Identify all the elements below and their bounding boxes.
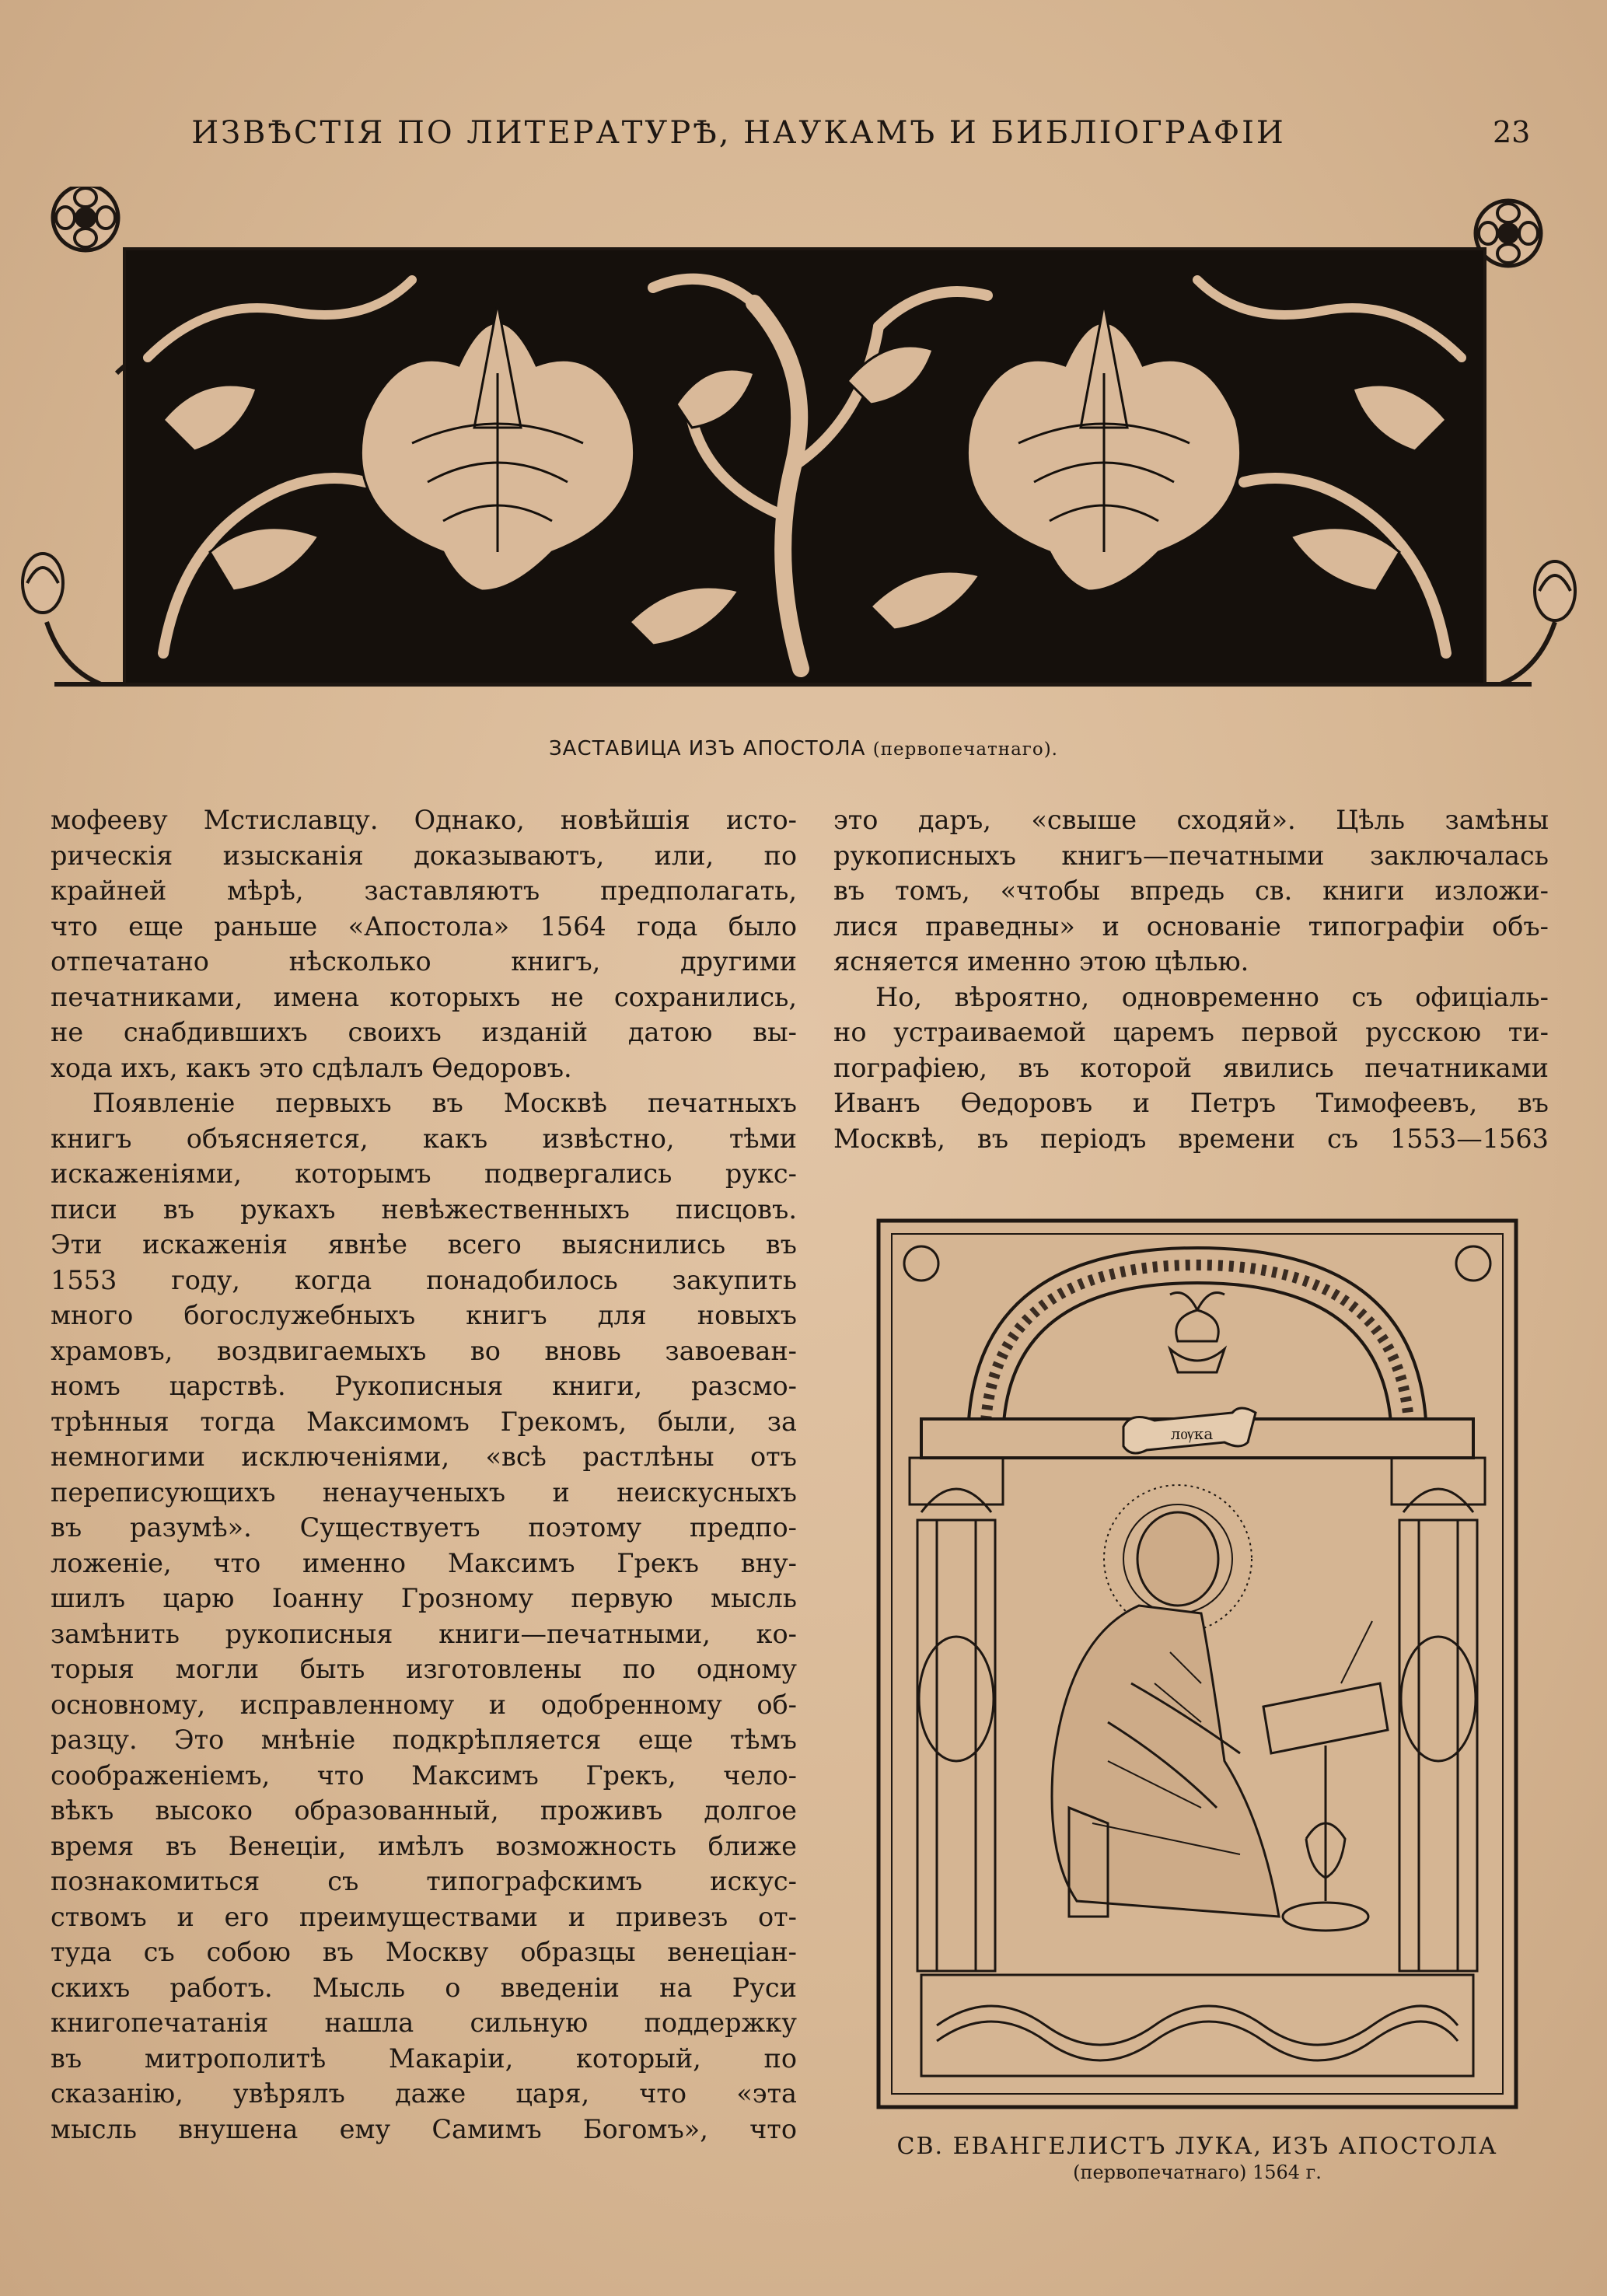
headpiece-caption-text: ЗАСТАВИЦА ИЗЪ АПОСТОЛА xyxy=(549,737,866,760)
text-line: вѣкъ высоко образованный, проживъ долгое xyxy=(51,1795,797,1826)
text-line: храмовъ, воздвигаемыхъ во вновь завоеван- xyxy=(51,1335,797,1366)
text-line: шилъ царю Іоанну Грозному первую мысль xyxy=(51,1583,797,1613)
header-title: ИЗВѢСТІЯ ПО ЛИТЕРАТУРѢ, НАУКАМЪ И БИБЛІОГРАФІИ xyxy=(191,115,1286,151)
text-line: время въ Венеціи, имѣлъ возможность ближе xyxy=(51,1830,797,1861)
text-line: ясняется именно этою цѣлью. xyxy=(833,946,1249,977)
portrait-caption-line1: СВ. ЕВАНГЕЛИСТЪ ЛУКА, ИЗЪ АПОСТОЛА xyxy=(896,2133,1498,2160)
text-line: искаженіями, которымъ подвергались рукс- xyxy=(51,1158,797,1189)
text-line: 1553 году, когда понадобилось закупить xyxy=(51,1264,797,1295)
text-line: основному, исправленному и одобренному об- xyxy=(51,1689,797,1720)
text-line: это даръ, «свыше сходяй». Цѣль замѣны xyxy=(833,805,1549,835)
text-line: рическія изысканія доказываютъ, или, по xyxy=(51,840,797,871)
text-line: Иванъ Ѳедоровъ и Петръ Тимофеевъ, въ xyxy=(833,1088,1549,1118)
text-line: въ томъ, «чтобы впредь св. книги изложи- xyxy=(833,875,1549,906)
text-line: книгъ объясняется, какъ извѣстно, тѣми xyxy=(51,1123,797,1154)
text-line: скихъ работъ. Мысль о введеніи на Руси xyxy=(51,1972,797,2003)
headpiece-caption-note: (первопечатнаго). xyxy=(872,739,1058,760)
text-line: Москвѣ, въ періодъ времени съ 1553—1563 xyxy=(833,1123,1549,1154)
text-line: мофееву Мстиславцу. Однако, новѣйшія исто- xyxy=(51,805,797,835)
headpiece-caption xyxy=(0,737,1607,760)
text-line: печатниками, имена которыхъ не сохранились, xyxy=(51,981,797,1012)
text-line: крайней мѣрѣ, заставляютъ предполагать, xyxy=(51,875,797,906)
running-head xyxy=(0,109,1607,171)
text-line: замѣнить рукописныя книги—печатными, ко- xyxy=(51,1618,797,1649)
right-column xyxy=(833,802,1549,1156)
text-line: лися праведны» и основаніе типографіи объ- xyxy=(833,910,1549,942)
text-line: не снабдившихъ своихъ изданій датою вы- xyxy=(51,1017,797,1047)
text-line: много богослужебныхъ книгъ для новыхъ xyxy=(51,1300,797,1330)
text-line: въ митрополитѣ Макаріи, который, по xyxy=(51,2043,797,2074)
text-line: Появленіе первыхъ въ Москвѣ печатныхъ xyxy=(93,1088,797,1118)
text-line: Но, вѣроятно, одновременно съ офиціаль- xyxy=(875,981,1549,1012)
text-line: познакомиться съ типографскимъ искус- xyxy=(51,1866,797,1896)
text-line: туда съ собою въ Москву образцы венеціан- xyxy=(51,1937,797,1967)
headpiece-ornament xyxy=(8,187,1594,700)
text-line: хода ихъ, какъ это сдѣлалъ Ѳедоровъ. xyxy=(51,1052,572,1083)
woodcut-illustration xyxy=(875,1217,1520,2111)
text-line: но устраиваемой царемъ первой русскою ти- xyxy=(833,1017,1549,1047)
portrait-caption xyxy=(832,2133,1563,2183)
text-line: Эти искаженія явнѣе всего выяснились въ xyxy=(51,1229,797,1260)
banner-text: лѹка xyxy=(1170,1424,1214,1443)
text-line: соображеніемъ, что Максимъ Грекъ, чело- xyxy=(51,1760,797,1791)
text-line: что еще раньше «Апостола» 1564 года было xyxy=(51,910,797,942)
text-line: въ разумѣ». Существуетъ поэтому предпо- xyxy=(51,1512,797,1543)
text-line: ложеніе, что именно Максимъ Грекъ вну- xyxy=(51,1547,797,1578)
text-line: торыя могли быть изготовлены по одному xyxy=(51,1654,797,1684)
text-line: мысль внушена ему Самимъ Богомъ», что xyxy=(51,2113,797,2144)
portrait-caption-line2: (первопечатнаго) 1564 г. xyxy=(1073,2161,1322,2183)
text-line: ствомъ и его преимуществами и привезъ от- xyxy=(51,1901,797,1932)
text-line: отпечатано нѣсколько книгъ, другими xyxy=(51,946,797,977)
text-line: трѣнныя тогда Максимомъ Грекомъ, были, за xyxy=(51,1406,797,1437)
left-column xyxy=(51,802,797,2147)
text-line: книгопечатанія нашла сильную поддержку xyxy=(51,2008,797,2038)
text-line: немногими исключеніями, «всѣ растлѣны отъ xyxy=(51,1442,797,1472)
text-line: номъ царствѣ. Рукописныя книги, разсмо- xyxy=(51,1371,797,1401)
text-line: переписующихъ ненаученыхъ и неискусныхъ xyxy=(51,1476,797,1508)
page-number: 23 xyxy=(1493,115,1531,149)
text-line: сказанію, увѣрялъ даже царя, что «эта xyxy=(51,2078,797,2109)
text-line: разцу. Это мнѣніе подкрѣпляется еще тѣмъ xyxy=(51,1725,797,1755)
corner-rosette-icon xyxy=(53,187,118,250)
text-line: рукописныхъ книгъ—печатными заключалась xyxy=(833,840,1549,871)
text-line: пографіею, въ которой явились печатниками xyxy=(833,1052,1549,1083)
text-line: писи въ рукахъ невѣжественныхъ писцовъ. xyxy=(51,1193,797,1225)
